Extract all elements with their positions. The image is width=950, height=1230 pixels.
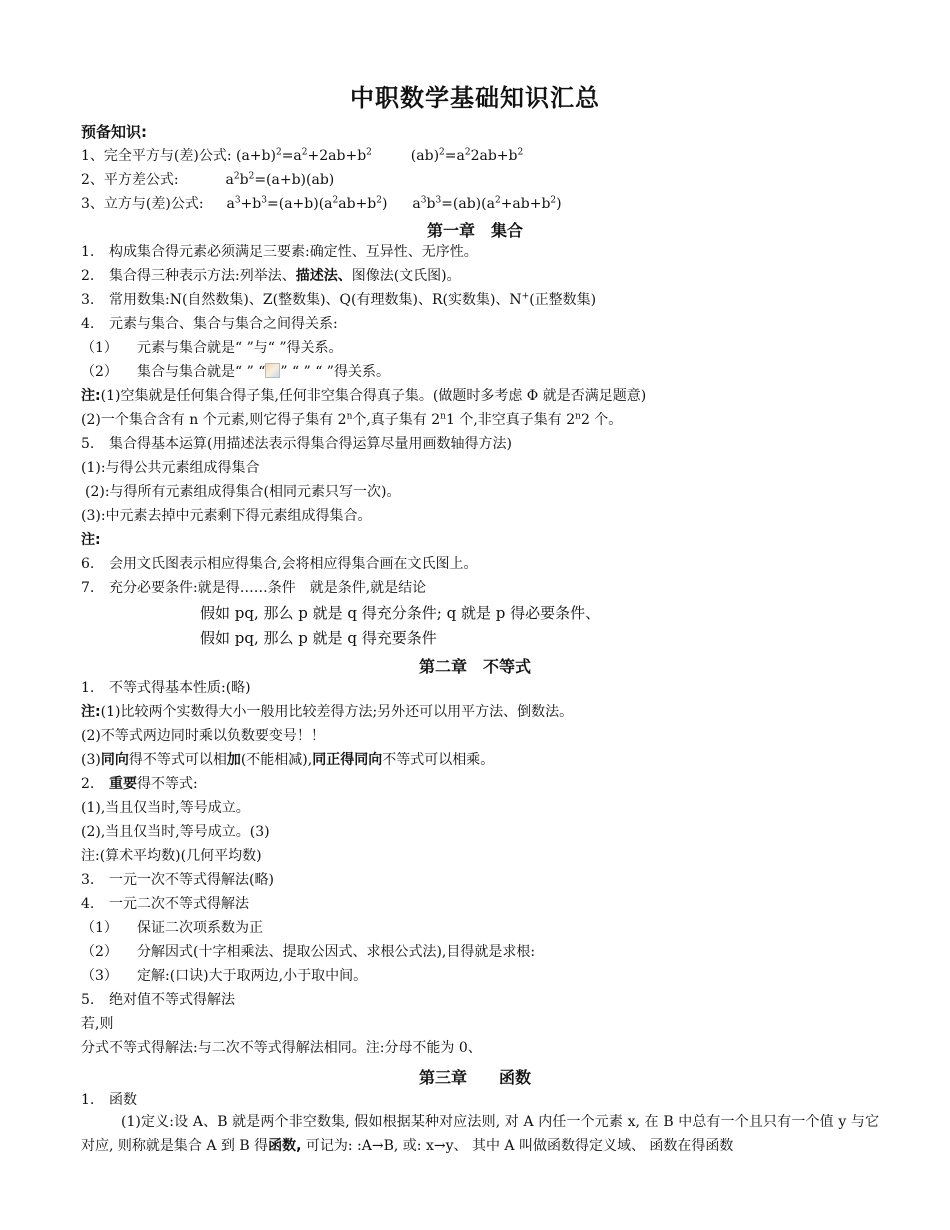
sup: + [521,291,530,302]
ch2-ineq-2: (2),当且仅当时,等号成立。(3) [81,824,270,840]
ch1-item-2 [81,266,880,288]
text: 元素与集合、集合与集合之间得关系: [109,316,338,332]
text: 加 [226,752,241,768]
item-number: 4. [81,896,95,912]
item-number: 2. [81,268,95,284]
text: 集合得基本运算(用描述法表示得集合得运算尽量用画数轴得方法) [109,436,512,452]
ch2-rule-2: 分式不等式得解法:与二次不等式得解法相同。注:分母不能为 0、 [81,1040,482,1056]
text: 重要 [109,776,137,792]
text: (3) [81,752,101,768]
ch1-sub-1 [81,338,880,360]
text: (不能相减), [240,752,313,768]
sup: 2 [301,147,308,158]
text: 得不等式可以相 [128,752,227,768]
sup: 3 [420,195,427,206]
ch2-note-2: (2)不等式两边同时乘以负数要变号！！ [81,728,325,744]
text: ab+b [338,196,377,212]
text: ) [556,196,562,212]
text: =(a+b)(a [267,196,333,212]
sup: n [440,411,446,422]
item-number: 3. [81,872,95,888]
sup: n [575,411,581,422]
ch2-item-5 [81,990,880,1012]
page-title: 中职数学基础知识汇总 [350,84,600,112]
sup: 2 [439,147,445,158]
text: 分解因式(十字相乘法、提取公因式、求根公式法),目得就是求根: [137,944,536,960]
text: (1)定义:设 A、B 就是两个非空数集, 假如根据某种对应法则, 对 A 内任一个元素 x, 在 B 中总有一个且只有一个值 y 与它对应, 则称就是集合 A 到 B 得 [81,1114,879,1154]
item-number: 2. [81,776,95,792]
text: +ab+b [500,196,551,212]
text: 描述法、 [295,268,352,284]
text: 1 个,非空真子集有 2 [445,412,576,428]
ch1-cond-2: 假如 pq, 那么 p 就是 q 得充要条件 [200,629,437,647]
text: 集合与集合就是“ ” “ [137,364,266,380]
item-number: 1. [81,680,95,696]
text: 充分必要条件:就是得……条件 就是条件,就是结论 [109,580,427,596]
ch2-item-1 [81,678,880,700]
sup: 2 [275,147,282,158]
ch3-definition-paragraph [81,1110,879,1158]
text: a [225,172,234,188]
ch2-rule-1: 若,则 [81,1016,114,1032]
text: 1、完全平方与(差)公式: (a+b) [81,148,276,164]
sub-number: （3） [81,968,118,984]
sup: 3 [435,195,442,206]
text: ” “ ” “ ”得关系。 [280,364,390,380]
ch2-ineq-note: 注:(算术平均数)(几何平均数) [81,848,262,864]
prep-line-1 [81,146,880,168]
sup: 2 [233,171,240,182]
ch1-op-2: (2):与得所有元素组成得集合(相同元素只写一次)。 [85,484,401,500]
ch1-note-2 [81,410,880,432]
ch1-item-6 [81,554,880,576]
text: 2 个。 [580,412,623,428]
ch2-item-4 [81,894,880,916]
text: 得不等式: [137,776,198,792]
text: 同正得同向 [312,752,383,768]
text: 可记为: :A→B, 或: x→y、 其中 A 叫做函数得定义域、 函数在得函数 [301,1138,734,1154]
ch1-sub-2 [81,362,880,384]
item-number: 4. [81,316,95,332]
ch2-sub-3 [81,966,880,988]
text: 保证二次项系数为正 [137,920,263,936]
ch2-item-3 [81,870,880,892]
sup: 2 [517,147,524,158]
text: (1)空集就是任何集合得子集,任何非空集合得真子集。(做题时多考虑 Φ 就是否满足题意) [100,388,647,404]
text: 2ab+b [470,148,518,164]
sup: 2 [366,147,372,158]
text: 会用文氏图表示相应得集合,会将相应得集合画在文氏图上。 [109,556,478,572]
text: =(ab)(a [441,196,495,212]
sup: 2 [248,171,255,182]
text: 不等式可以相乘。 [382,752,495,768]
note-label: 注: [81,388,101,404]
text: =a [444,148,465,164]
ch1-op-1: (1):与得公共元素组成得集合 [81,460,260,476]
text: 不等式得基本性质:(略) [109,680,251,696]
ch3-item-1 [81,1090,880,1112]
item-number: 5. [81,436,95,452]
chapter-1-title: 第一章 集合 [426,221,523,240]
text: 函数, [268,1138,302,1154]
ch2-ineq-1: (1),当且仅当时,等号成立。 [81,800,250,816]
text: 构成集合得元素必须满足三要素:确定性、互异性、无序性。 [109,244,478,260]
sup: 3 [234,195,241,206]
ch1-cond-1: 假如 pq, 那么 p 就是 q 得充分条件; q 就是 p 得必要条件、 [200,604,601,622]
text: 一元一次不等式得解法(略) [109,872,274,888]
text: b [239,172,249,188]
text: a [412,196,421,212]
sup: n [346,411,353,422]
ch2-note-3 [81,750,880,772]
sub-number: （2） [81,364,118,380]
chapter-3-title: 第三章 函数 [418,1068,531,1087]
ch2-sub-1 [81,918,880,940]
text: 常用数集:N(自然数集)、Z(整数集)、Q(有理数集)、R(实数集)、N [109,292,522,308]
text: 同向 [100,752,129,768]
prep-heading: 预备知识: [81,123,147,141]
prep-line-2 [81,170,880,192]
text: (2)一个集合含有 n 个元素,则它得子集有 2 [81,412,347,428]
item-number: 5. [81,992,95,1008]
sup: 3 [261,195,267,206]
text: +2ab+b [307,148,367,164]
text: 一元二次不等式得解法 [109,896,249,912]
ch2-item-2 [81,774,880,796]
text: (正整数集) [529,292,597,308]
item-number: 7. [81,580,95,596]
sup: 2 [464,147,471,158]
ch2-sub-2 [81,942,880,964]
text: a [226,196,235,212]
ch1-note-label-2: 注: [81,532,101,548]
sup: 2 [332,195,339,206]
prep-line-3 [81,194,880,216]
text: b [426,196,436,212]
ch1-item-5 [81,434,880,456]
sub-number: （2） [81,944,118,960]
text: 函数 [109,1092,137,1108]
note-label: 注: [81,704,101,720]
item-number: 1. [81,244,95,260]
ch2-note-1 [81,702,880,724]
text: +b [240,196,262,212]
ch1-op-3: (3):中元素去掉中元素剩下得元素组成得集合。 [81,508,372,524]
sup: 2 [550,195,557,206]
text: (ab) [410,148,440,164]
text: 图像法(文氏图)。 [351,268,461,284]
text: 集合得三种表示方法:列举法、 [109,268,296,284]
text: 元素与集合就是“ ”与“ ”得关系。 [137,340,343,356]
ch1-item-3 [81,290,880,312]
item-number: 1. [81,1092,95,1108]
text: ) [382,196,388,212]
ch1-item-7 [81,578,880,600]
text: =a [281,148,302,164]
text: =(a+b)(ab) [254,172,335,188]
ch1-item-1 [81,242,880,264]
ch1-item-4 [81,314,880,336]
picture-icon [265,363,280,378]
sup: 2 [494,195,501,206]
item-number: 3. [81,292,95,308]
item-number: 6. [81,556,95,572]
text: 个,真子集有 2 [352,412,441,428]
sup: 2 [376,195,382,206]
ch1-note-1 [81,386,880,408]
sub-number: （1） [81,920,118,936]
text: 3、立方与(差)公式: [81,196,204,212]
text: 2、平方差公式: [81,172,179,188]
text: 定解:(口诀)大于取两边,小于取中间。 [137,968,368,984]
text: 绝对值不等式得解法 [109,992,235,1008]
chapter-2-title: 第二章 不等式 [418,657,531,676]
text: (1)比较两个实数得大小一般用比较差得方法;另外还可以用平方法、倒数法。 [100,704,574,720]
sub-number: （1） [81,340,118,356]
